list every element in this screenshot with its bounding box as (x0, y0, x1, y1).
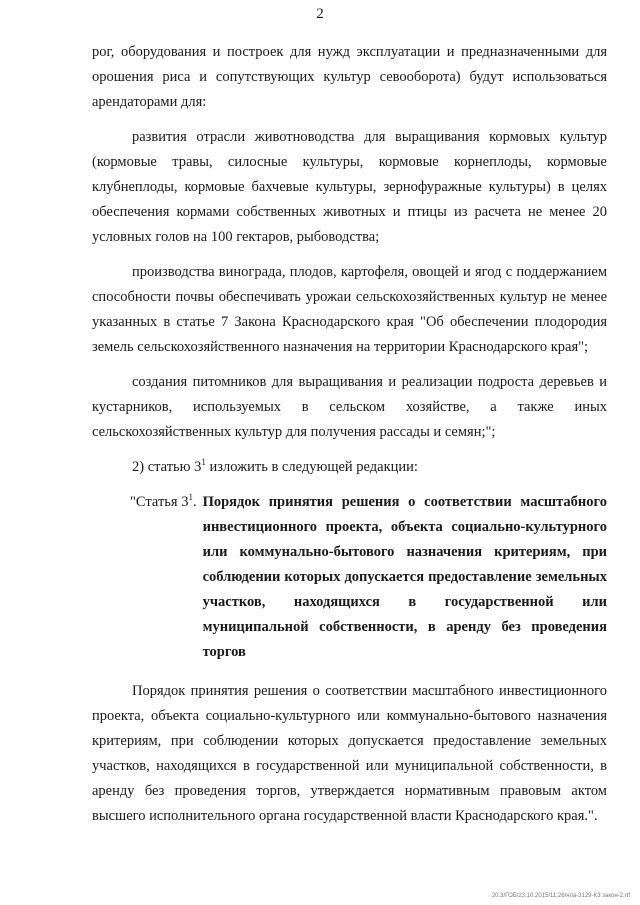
article-label (92, 490, 197, 665)
item-2-text-before: 2) статью 3 (132, 459, 202, 475)
item-2-superscript: 1 (201, 457, 206, 468)
document-body (92, 40, 607, 839)
article-label-superscript: 1 (188, 492, 193, 503)
article-heading (92, 490, 607, 665)
article-label-after: . (192, 494, 197, 510)
paragraph-livestock: развития отрасли животноводства для выращивания кормовых культур (кормовые травы, силосные культуры, кормовые корнеплоды, кормовые клубнеплоды, кормовые бахчевые культуры, зернофуражные культуры) в целях обеспечения кормами собственных животных и птицы из расчета не менее 20 условных голов на 100 гектаров, рыбоводства; (92, 129, 607, 245)
paragraph-final: Порядок принятия решения о соответствии масштабного инвестиционного проекта, объекта социально-культурного или коммунально-бытового назначения критериям, при соблюдении которых допускается предоставление земельных участков, находящихся в государственной или муниципальной собственности, в аренду без проведения торгов, утверждается нормативным правовым актом высшего исполнительного органа государственной власти Краснодарского края.". (92, 683, 607, 824)
paragraph-continuation: рог, оборудования и построек для нужд эксплуатации и предназначенными для орошения риса и сопутствующих культур севооборота) будут использоваться арендаторами для: (92, 44, 607, 110)
article-title: Порядок принятия решения о соответствии масштабного инвестиционного проекта, объекта социально-культурного или коммунально-бытового назначения критериям, при соблюдении которых допускается предоставление земельных участков, находящихся в государственной или муниципальной собственности, в аренду без проведения торгов (202, 494, 607, 660)
item-2-instruction (92, 455, 607, 480)
footer-file-stamp: 20.3/ГОБ/23.10.2015/11:26/нпа-3129-КЗ закон-2.rtf (491, 893, 630, 899)
page-number: 2 (316, 6, 324, 22)
paragraph-nurseries: создания питомников для выращивания и реализации подроста деревьев и кустарников, используемых в сельском хозяйстве, а также иных сельскохозяйственных культур для получения рассады и семян;"; (92, 374, 607, 440)
paragraph-production: производства винограда, плодов, картофеля, овощей и ягод с поддержанием способности почвы обеспечивать урожаи сельскохозяйственных культур не менее указанных в статье 7 Закона Краснодарского края "Об обеспечении плодородия земель сельскохозяйственного назначения на территории Краснодарского края"; (92, 264, 607, 355)
article-label-before: "Статья 3 (130, 494, 189, 510)
item-2-text-after: изложить в следующей редакции: (205, 459, 418, 475)
